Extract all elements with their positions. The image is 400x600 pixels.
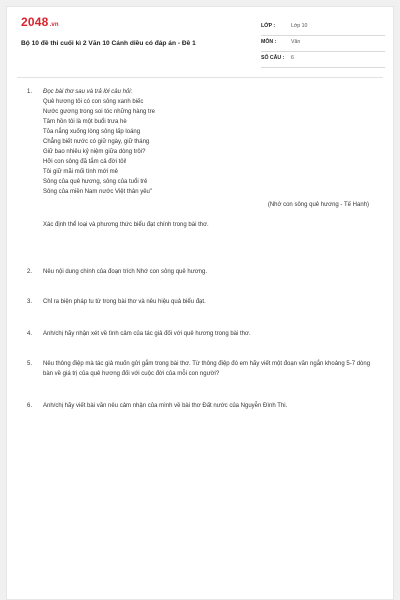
meta-count-value: 6 — [291, 55, 294, 61]
meta-count-label: SỐ CÂU : — [261, 55, 285, 61]
question-task: Xác định thể loại và phương thức biểu đạt chính trong bài thơ. — [43, 222, 209, 228]
question-6 — [27, 401, 379, 411]
question-text: Anh/chị hãy nhận xét về tình cảm của tác giả đối với quê hương trong bài thơ. — [43, 331, 251, 337]
question-number: 4. — [27, 331, 33, 337]
poem-line: Tỏa nắng xuống lòng sông lấp loáng — [43, 129, 141, 135]
poem-line: Hỡi con sông đã tắm cả đời tôi! — [43, 159, 127, 165]
logo-tld: .vn — [49, 22, 59, 28]
question-number: 6. — [27, 403, 33, 409]
question-3 — [27, 297, 379, 307]
meta-subject-label: MÔN : — [261, 39, 277, 45]
question-instruction: Đọc bài thơ sau và trả lời câu hỏi: — [43, 89, 133, 95]
question-number: 1. — [27, 89, 33, 95]
poem-line: Chẳng biết nước có giữ ngày, giữ tháng — [43, 139, 150, 145]
question-4 — [27, 329, 379, 339]
meta-class-label: LỚP : — [261, 23, 276, 29]
meta-subject-row — [261, 37, 385, 52]
question-number: 2. — [27, 269, 33, 275]
poem-line: Giữ bao nhiêu kỷ niệm giữa dòng trôi? — [43, 149, 146, 155]
question-number: 5. — [27, 361, 33, 367]
meta-subject-value: Văn — [291, 39, 301, 45]
question-1 — [27, 87, 379, 230]
meta-class-value: Lớp 10 — [291, 23, 308, 29]
meta-class-row — [261, 21, 385, 36]
question-text: Chỉ ra biện pháp tu từ trong bài thơ và nêu hiệu quả biểu đạt. — [43, 299, 206, 305]
meta-count-row — [261, 53, 385, 68]
question-number: 3. — [27, 299, 33, 305]
poem-line: Sông của quê hương, sông của tuổi trẻ — [43, 179, 148, 185]
poem-line: Nước gương trong soi tóc những hàng tre — [43, 109, 155, 115]
header-divider — [17, 77, 383, 78]
document-title: Bộ 10 đề thi cuối kì 2 Văn 10 Cánh diều có đáp án - Đề 1 — [21, 40, 196, 47]
document-page — [6, 6, 394, 600]
poem-line: Sông của miền Nam nước Việt thân yêu" — [43, 189, 153, 195]
site-logo[interactable] — [21, 15, 59, 29]
poem-line: Tôi giữ mãi mối tình mới mẻ — [43, 169, 118, 175]
poem-source: (Nhớ con sông quê hương - Tế Hanh) — [267, 202, 369, 208]
question-2 — [27, 267, 379, 277]
question-text: Anh/chị hãy viết bài văn nêu cảm nhận của mình về bài thơ Đất nước của Nguyễn Đình Thi. — [43, 403, 288, 409]
question-text: Nêu nội dung chính của đoạn trích Nhớ con sông quê hương. — [43, 269, 207, 275]
question-text: Nêu thông điệp mà tác giả muốn gửi gắm trong bài thơ. Từ thông điệp đó em hãy viết một đoạn văn ngắn khoảng 5-7 dòng bàn về giá trị của quê hương đối với cuộc đời của mỗi con người? — [43, 361, 371, 377]
poem-line: Tâm hồn tôi là một buổi trưa hè — [43, 119, 127, 125]
poem-line: Quê hương tôi có con sông xanh biếc — [43, 99, 144, 105]
question-5 — [27, 359, 379, 379]
logo-name: 2048 — [21, 15, 49, 29]
